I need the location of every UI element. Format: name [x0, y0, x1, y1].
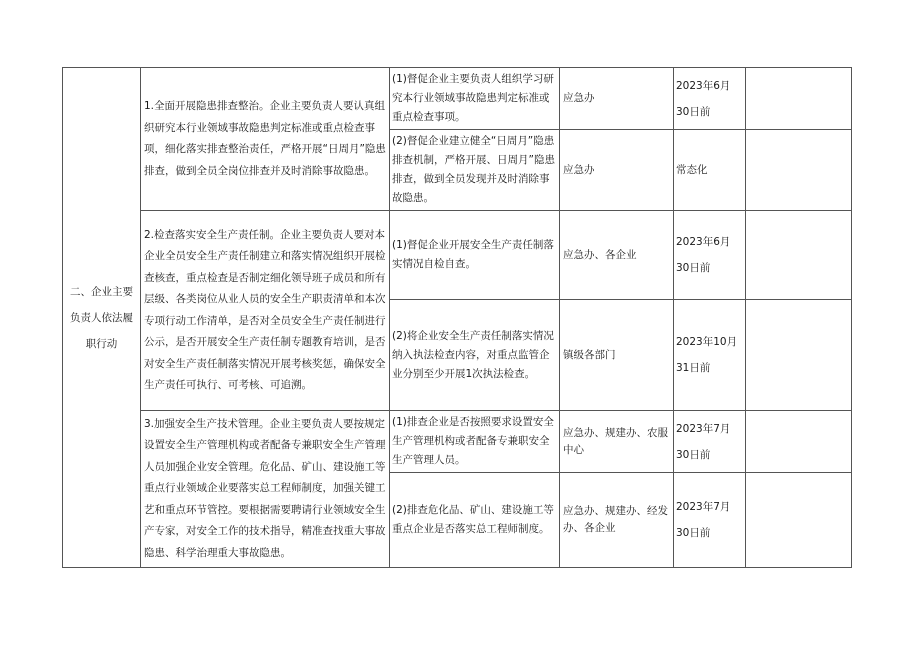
deadline-cell: 2023年7月30日前: [674, 411, 746, 473]
note-cell: [746, 411, 852, 473]
measure-cell: (2)排查危化品、矿山、建设施工等重点企业是否落实总工程师制度。: [390, 473, 560, 568]
department-cell: 应急办、各企业: [560, 211, 674, 300]
task-cell: 3.加强安全生产技术管理。企业主要负责人要按规定设置安全生产管理机构或者配备专兼职安全生产管理人员加强企业安全管理。危化品、矿山、建设施工等重点行业领域企业要落实总工程师制度，加强关键工艺和重点环节管控。要根据需要聘请行业领域安全生产专家，对安全工作的技术指导，精准查找重大事故隐患、科学治理重大事故隐患。: [141, 411, 390, 568]
table-row: [63, 211, 852, 300]
table-row: [63, 68, 852, 130]
measure-cell: (1)排查企业是否按照要求设置安全生产管理机构或者配备专兼职安全生产管理人员。: [390, 411, 560, 473]
department-cell: 应急办、规建办、农服中心: [560, 411, 674, 473]
deadline-cell: 2023年6月30日前: [674, 68, 746, 130]
safety-action-table: [62, 67, 852, 568]
note-cell: [746, 130, 852, 211]
deadline-cell: 常态化: [674, 130, 746, 211]
department-cell: 应急办、规建办、经发办、各企业: [560, 473, 674, 568]
note-cell: [746, 300, 852, 411]
department-cell: 应急办: [560, 130, 674, 211]
note-cell: [746, 211, 852, 300]
task-cell: 2.检查落实安全生产责任制。企业主要负责人要对本企业全员安全生产责任制建立和落实情况组织开展检查核查，重点检查是否制定细化领导班子成员和所有层级、各类岗位从业人员的安全生产职责清单和本次专项行动工作清单，是否对全员安全生产责任制进行公示，是否开展安全生产责任制专题教育培训，是否对安全生产责任制落实情况开展考核奖惩，确保安全生产责任可执行、可考核、可追溯。: [141, 211, 390, 411]
measure-cell: (2)将企业安全生产责任制落实情况纳入执法检查内容，对重点监管企业分别至少开展1次执法检查。: [390, 300, 560, 411]
department-cell: 镇级各部门: [560, 300, 674, 411]
deadline-cell: 2023年10月31日前: [674, 300, 746, 411]
measure-cell: (1)督促企业主要负责人组织学习研究本行业领域事故隐患判定标准或重点检查事项。: [390, 68, 560, 130]
measure-cell: (2)督促企业建立健全“日周月”隐患排查机制，严格开展、日周月”隐患排查，做到全员发现并及时消除事故隐患。: [390, 130, 560, 211]
category-text: 二、企业主要负责人依法履职行动: [70, 285, 133, 350]
deadline-cell: 2023年7月30日前: [674, 473, 746, 568]
task-cell: 1.全面开展隐患排查整治。企业主要负责人要认真组织研究本行业领域事故隐患判定标准或重点检查事项，细化落实排查整治责任，严格开展“日周月”隐患排查，做到全员全岗位排查并及时消除事故隐患。: [141, 68, 390, 211]
table-row: [63, 411, 852, 473]
department-cell: 应急办: [560, 68, 674, 130]
deadline-cell: 2023年6月30日前: [674, 211, 746, 300]
note-cell: [746, 473, 852, 568]
category-cell: [63, 68, 141, 568]
note-cell: [746, 68, 852, 130]
measure-cell: (1)督促企业开展安全生产责任制落实情况自检自查。: [390, 211, 560, 300]
